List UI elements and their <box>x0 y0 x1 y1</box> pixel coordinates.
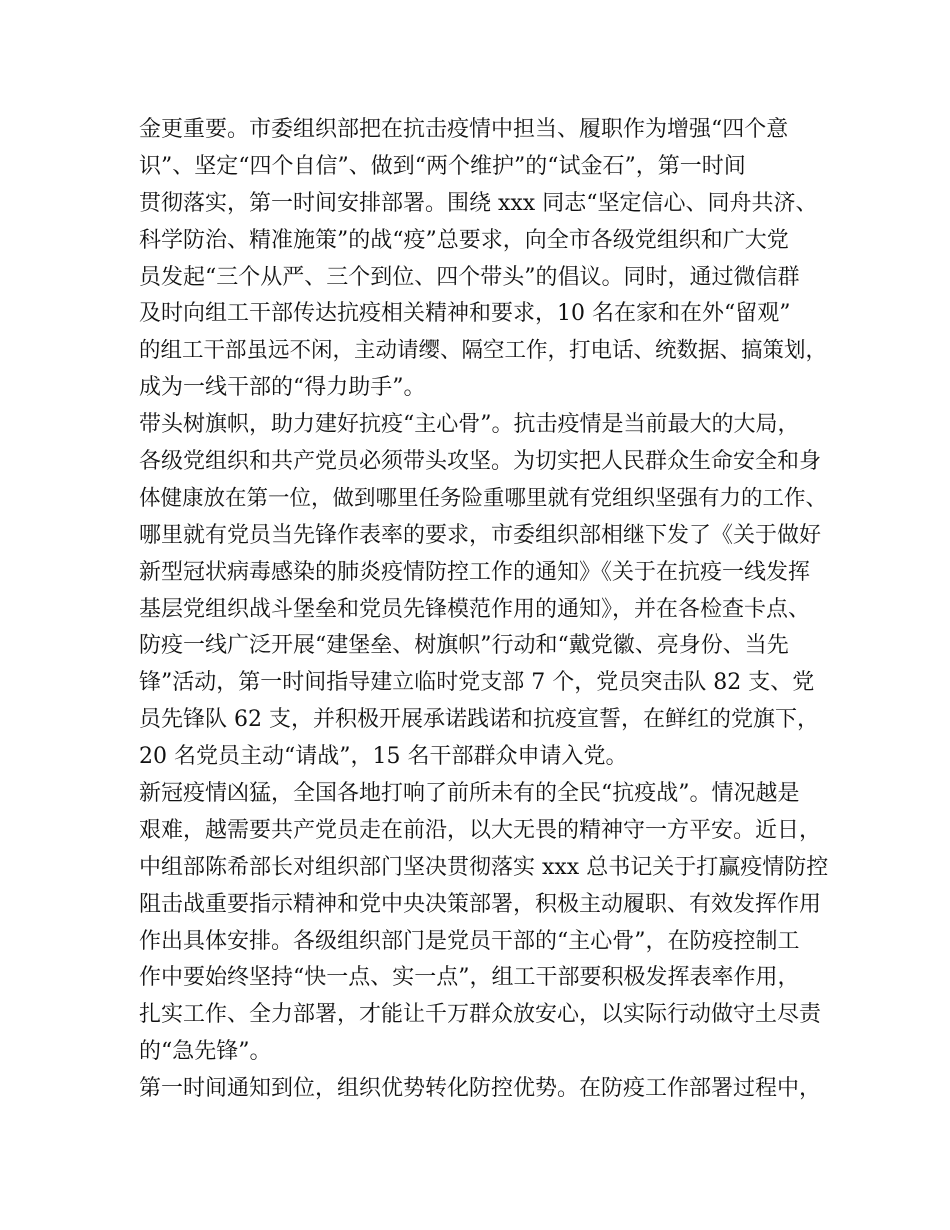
text-line: 识”、坚定“四个自信”、做到“两个维护”的“试金石”，第一时间 <box>139 153 746 179</box>
text-line: 员先锋队 62 支，并积极开展承诺践诺和抗疫宣誓，在鲜红的党旗下， <box>139 707 819 733</box>
text-line: 艰难，越需要共产党员走在前沿，以大无畏的精神守一方平安。近日， <box>139 817 822 843</box>
text-line: 基层党组织战斗堡垒和党员先锋模范作用的通知》，并在各检查卡点、 <box>139 596 811 622</box>
text-line: 员发起“三个从严、三个到位、四个带头”的倡议。同时，通过微信群 <box>139 264 800 290</box>
text-line: 及时向组工干部传达抗疫相关精神和要求，10 名在家和在外“留观” <box>139 301 791 327</box>
text-line: 作中要始终坚持“快一点、实一点”，组工干部要积极发挥表率作用， <box>139 965 800 991</box>
text-line: 成为一线干部的“得力助手”。 <box>139 375 426 401</box>
text-line: 新型冠状病毒感染的肺炎疫情防控工作的通知》《关于在抗疫一线发挥 <box>139 559 811 585</box>
text-line: 防疫一线广泛开展“建堡垒、树旗帜”行动和“戴党徽、亮身份、当先 <box>139 633 789 659</box>
text-line: 20 名党员主动“请战”，15 名干部群众申请入党。 <box>139 744 628 770</box>
text-line: 的组工干部虽远不闲，主动请缨、隔空工作，打电话、统数据、搞策划， <box>139 338 828 364</box>
text-line: 锋”活动，第一时间指导建立临时党支部 7 个，党员突击队 82 支、党 <box>139 670 815 696</box>
document-body <box>139 112 829 1108</box>
text-line: 哪里就有党员当先锋作表率的要求，市委组织部相继下发了《关于做好 <box>139 522 822 548</box>
text-line: 扎实工作、全力部署，才能让千万群众放安心，以实际行动做守土尽责 <box>139 1002 822 1028</box>
text-line: 体健康放在第一位，做到哪里任务险重哪里就有党组织坚强有力的工作、 <box>139 485 828 511</box>
text-line: 贯彻落实，第一时间安排部署。围绕 xxx 同志“坚定信心、同舟共济、 <box>139 190 818 216</box>
text-line: 的“急先锋”。 <box>139 1039 272 1065</box>
text-line: 中组部陈希部长对组织部门坚决贯彻落实 xxx 总书记关于打赢疫情防控 <box>139 854 829 880</box>
text-line: 作出具体安排。各级组织部门是党员干部的“主心骨”，在防疫控制工 <box>139 928 800 954</box>
text-line: 第一时间通知到位，组织优势转化防控优势。在防疫工作部署过程中， <box>139 1076 822 1102</box>
text-line: 新冠疫情凶猛，全国各地打响了前所未有的全民“抗疫战”。情况越是 <box>139 781 800 807</box>
text-line: 阻击战重要指示精神和党中央决策部署，积极主动履职、有效发挥作用 <box>139 891 822 917</box>
text-line: 科学防治、精准施策”的战“疫”总要求，向全市各级党组织和广大党 <box>139 227 789 253</box>
text-line: 金更重要。市委组织部把在抗击疫情中担当、履职作为增强“四个意 <box>139 117 789 142</box>
text-line: 各级党组织和共产党员必须带头攻坚。为切实把人民群众生命安全和身 <box>139 449 822 475</box>
text-line: 带头树旗帜，助力建好抗疫“主心骨”。抗击疫情是当前最大的大局， <box>139 412 800 438</box>
